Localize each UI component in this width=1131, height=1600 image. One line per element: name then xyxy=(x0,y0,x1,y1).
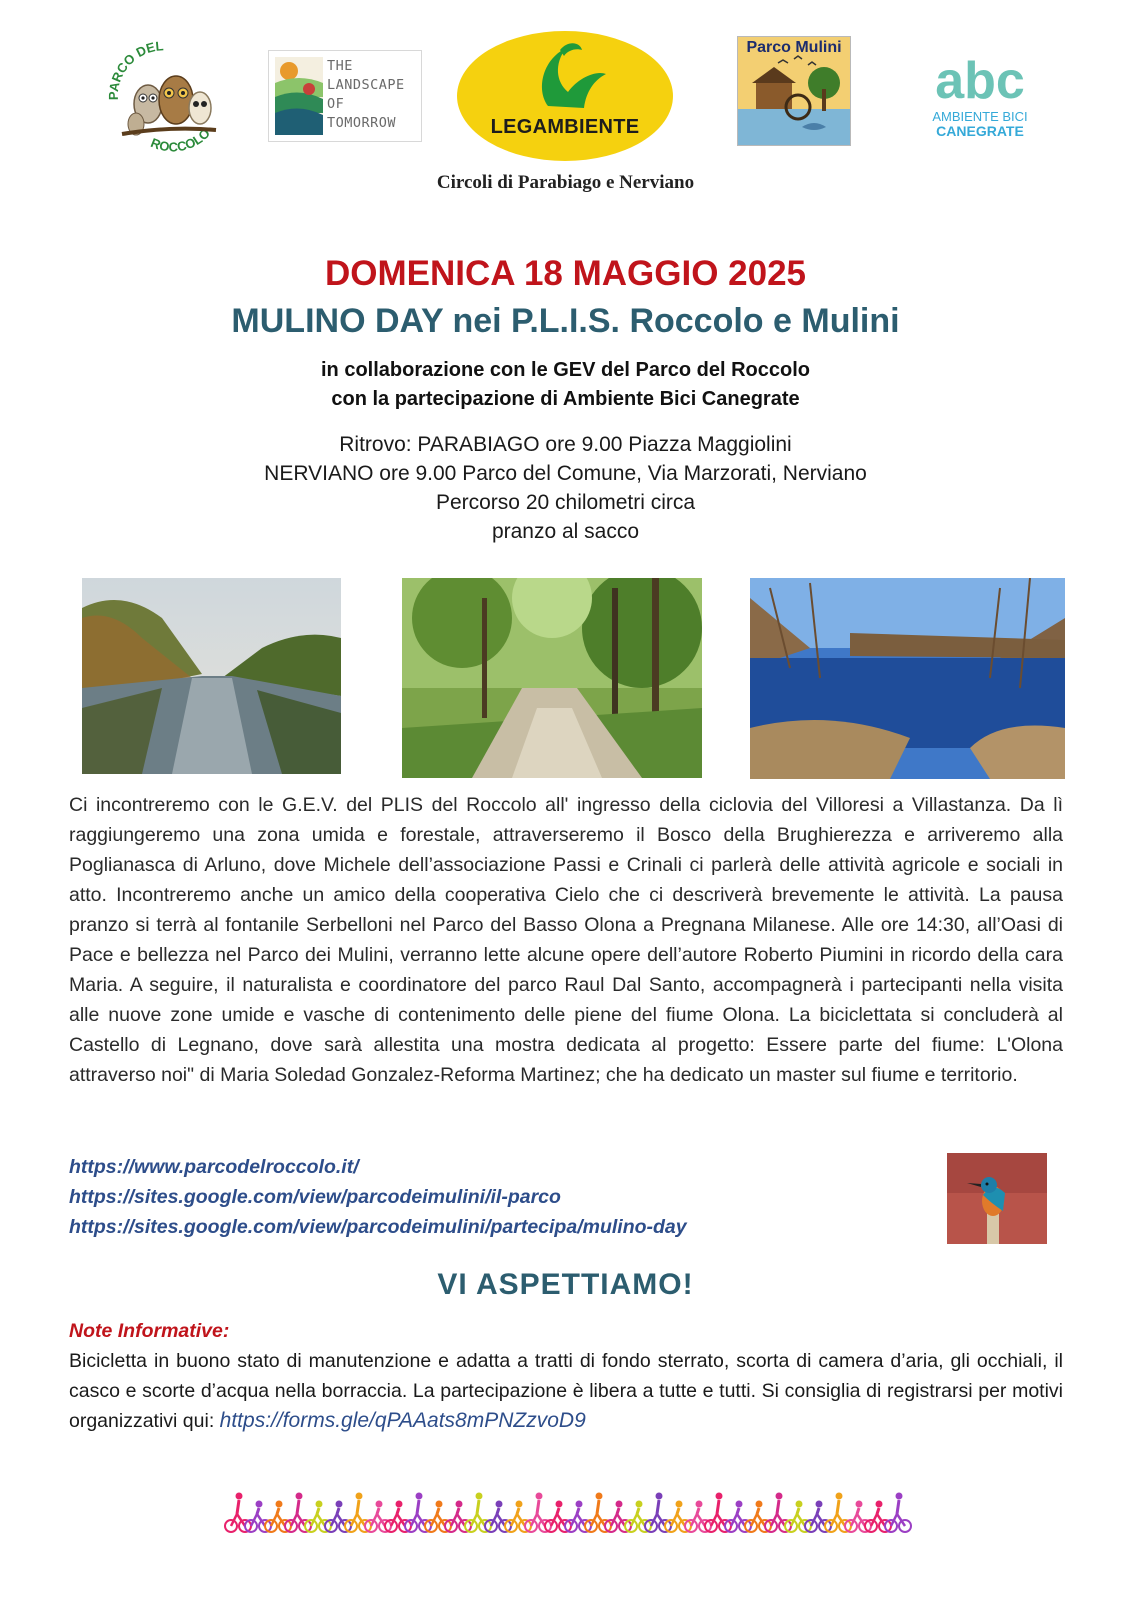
landscape-logo-line: LANDSCAPE xyxy=(327,77,405,93)
cyclist-icon xyxy=(365,1501,391,1533)
cyclist-icon xyxy=(745,1501,771,1533)
legambiente-logo xyxy=(456,30,674,162)
notes-heading: Note Informative: xyxy=(69,1320,230,1342)
cyclist-icon xyxy=(825,1493,851,1533)
cyclist-icon xyxy=(685,1501,711,1533)
bici-logo-line1: AMBIENTE BICI xyxy=(932,109,1028,124)
cyclist-icon xyxy=(425,1501,451,1533)
ambiente-bici-canegrate-logo xyxy=(918,40,1042,150)
notes-body: Bicicletta in buono stato di manutenzione e adatta a tratti di fondo sterrato, scorta di camera d’aria, gli occhiali, il casco e scorte d’acqua nella borraccia. La partecipazione è libera a tutte e tutti. Si consiglia di registrarsi per motivi organizzativi qui: xyxy=(69,1350,1063,1432)
cyclist-icon xyxy=(545,1501,571,1533)
closing-message: VI ASPETTIAMO! xyxy=(437,1268,694,1301)
cyclist-icon xyxy=(265,1501,291,1533)
collaboration-block xyxy=(0,356,1131,414)
meeting-line: Percorso 20 chilometri circa xyxy=(435,491,696,514)
wetland-photo xyxy=(750,578,1065,779)
meeting-line: Ritrovo: PARABIAGO ore 9.00 Piazza Maggiolini xyxy=(339,433,792,456)
cyclist-icon xyxy=(305,1501,331,1533)
event-date-title: DOMENICA 18 MAGGIO 2025 xyxy=(324,254,807,293)
link-mulino-day[interactable]: https://sites.google.com/view/parcodeimulini/partecipa/mulino-day xyxy=(69,1216,687,1238)
cyclist-icon xyxy=(405,1493,431,1533)
cyclist-icon xyxy=(445,1501,471,1533)
cyclist-icon xyxy=(765,1493,791,1533)
canal-photo xyxy=(82,578,341,774)
cyclist-icon xyxy=(245,1501,271,1533)
roccolo-logo-text-bottom: ROCCOLO xyxy=(148,125,213,155)
landscape-logo-line: THE xyxy=(327,58,353,74)
event-description: Ci incontreremo con le G.E.V. del PLIS del Roccolo all' ingresso della ciclovia del Villoresi a Villastanza. Da lì raggiungeremo una zona umida e forestale, attraverseremo il Bosco della Brughierezza e arriveremo alla Poglianasca di Arluno, dove Michele dell’associazione Passi e Crinali ci parlerà delle attività agricole e sociali in atto. Incontreremo anche un amico della cooperativa Cielo che ci descriverà brevemente le attività. La pausa pranzo si terrà al fontanile Serbelloni nel Parco del Basso Olona a Pregnana Milanese. Alle ore 14:30, all’Oasi di Pace e bellezza nel Parco dei Mulini, verranno lette alcune opere dell’autore Roberto Piumini in ricordo della cara Maria. A seguire, il naturalista e coordinatore del parco Raul Dal Santo, accompagnerà i partecipanti nella visita alle nuove zone umide e vasche di contenimento delle piene del fiume Olona. La biciclettata si concluderà al Castello di Legnano, dove sarà allestita una mostra dedicata al progetto: Essere parte del fiume: L'Olona attraverso noi" di Maria Soledad Gonzalez-Reforma Martinez; che ha dedicato un master sul fiume e territorio. xyxy=(69,794,1063,1086)
parco-del-roccolo-logo xyxy=(100,38,230,156)
cyclist-icon xyxy=(725,1501,751,1533)
cyclist-icon xyxy=(865,1501,891,1533)
registration-form-link[interactable]: https://forms.gle/qPAAats8mPNZzvoD9 xyxy=(219,1409,586,1432)
link-parco-roccolo[interactable]: https://www.parcodelroccolo.it/ xyxy=(69,1156,359,1178)
cyclist-icon xyxy=(385,1501,411,1533)
legambiente-logo-text: LEGAMBIENTE xyxy=(490,116,640,138)
cyclist-icon xyxy=(345,1493,371,1533)
meeting-line: NERVIANO ore 9.00 Parco del Comune, Via Marzorati, Nerviano xyxy=(264,462,867,485)
meeting-line: pranzo al sacco xyxy=(491,520,640,543)
cyclist-icon xyxy=(285,1493,311,1533)
bici-logo-mark: abc xyxy=(935,52,1025,110)
cyclists-banner-decoration xyxy=(222,1484,912,1540)
cyclist-icon xyxy=(325,1501,351,1533)
cyclist-icon xyxy=(585,1493,611,1533)
notes-text xyxy=(69,1346,1063,1436)
cyclist-icon xyxy=(705,1493,731,1533)
cyclist-icon xyxy=(525,1493,551,1533)
cyclist-icon xyxy=(805,1501,831,1533)
cyclist-icon xyxy=(505,1501,531,1533)
cyclist-icon xyxy=(625,1501,651,1533)
landscape-logo-line: OF xyxy=(327,96,345,112)
cyclist-icon xyxy=(565,1501,591,1533)
cyclist-icon xyxy=(845,1501,871,1533)
cyclist-icon xyxy=(885,1493,911,1533)
forest-path-photo xyxy=(402,578,702,778)
cyclist-icon xyxy=(485,1501,511,1533)
circoli-subtitle: Circoli di Parabiago e Nerviano xyxy=(436,172,695,193)
link-parco-mulini[interactable]: https://sites.google.com/view/parcodeimulini/il-parco xyxy=(69,1186,561,1208)
event-main-title: MULINO DAY nei P.L.I.S. Roccolo e Mulini xyxy=(231,302,900,340)
bici-logo-line2: CANEGRATE xyxy=(936,123,1024,139)
links-list xyxy=(69,1152,687,1242)
kingfisher-photo xyxy=(947,1153,1047,1244)
parco-mulini-logo xyxy=(737,36,851,146)
cyclist-icon xyxy=(605,1501,631,1533)
cyclist-icon xyxy=(665,1501,691,1533)
landscape-logo-line: TOMORROW xyxy=(327,115,397,131)
parco-mulini-logo-text: Parco Mulini xyxy=(746,39,842,56)
cyclist-icon xyxy=(645,1493,671,1533)
roccolo-logo-text-top: PARCO DEL xyxy=(105,38,165,101)
collaboration-line: con la partecipazione di Ambiente Bici Canegrate xyxy=(331,388,800,410)
collaboration-line: in collaborazione con le GEV del Parco del Roccolo xyxy=(320,359,810,381)
landscape-of-tomorrow-logo xyxy=(268,50,422,142)
meeting-info-block xyxy=(0,430,1131,546)
cyclist-icon xyxy=(785,1501,811,1533)
cyclist-icon xyxy=(465,1493,491,1533)
cyclist-icon xyxy=(225,1493,251,1533)
